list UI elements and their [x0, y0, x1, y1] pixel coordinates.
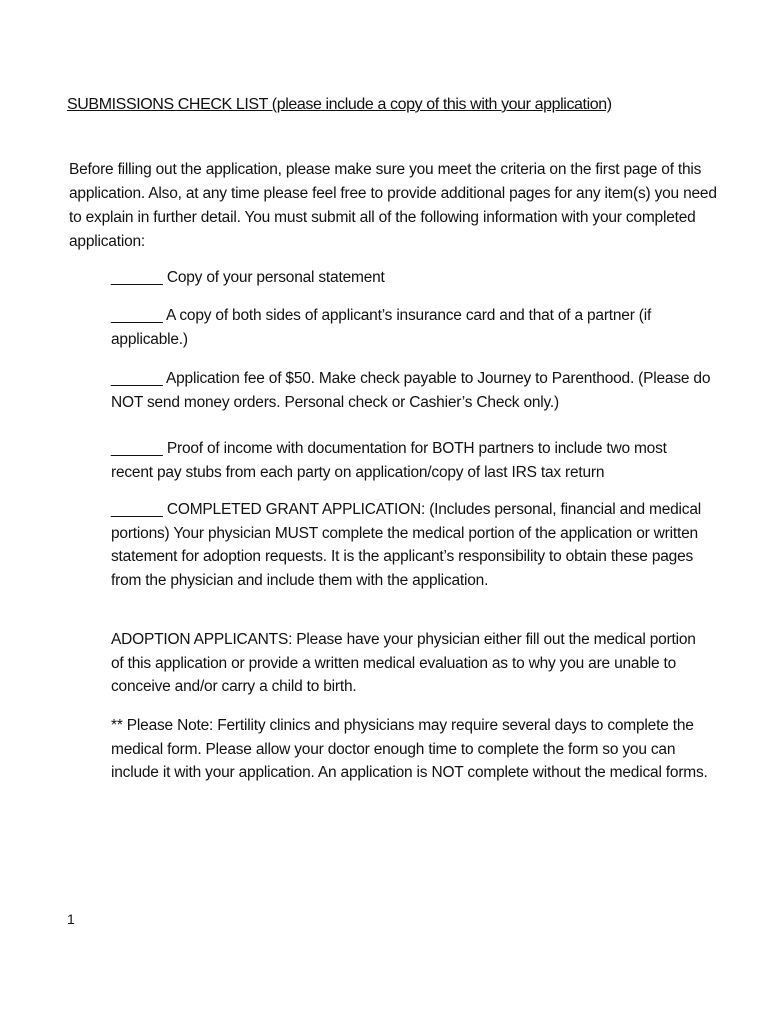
checkbox-blank-line[interactable]: ______ [111, 269, 163, 286]
checklist-item-text: Application fee of $50. Make check payable to Journey to Parenthood. (Please do NOT send money orders. Personal check or Cashier’s Check only.) [111, 370, 711, 411]
adoption-applicants-note: ADOPTION APPLICANTS: Please have your physician either fill out the medical portion of this application or provide a written medical evaluation as to why you are unable to conceive and/or carry a child to birth. [111, 631, 696, 695]
checklist-item-insurance-card [111, 304, 711, 351]
checkbox-blank-line[interactable]: ______ [111, 501, 163, 518]
checklist-title: SUBMISSIONS CHECK LIST (please include a copy of this with your application) [67, 96, 612, 113]
intro-paragraph: Before filling out the application, please make sure you meet the criteria on the first page of this application. Also, at any time please feel free to provide additional pages for any item(s) you need to explain in further detail. You must submit all of the following information with your completed application: [69, 161, 717, 250]
checklist-item-text: A copy of both sides of applicant’s insurance card and that of a partner (if applicable.) [111, 307, 652, 348]
checklist-item-personal-statement [111, 266, 711, 290]
checkbox-blank-line[interactable]: ______ [111, 440, 163, 457]
checklist-item-text: COMPLETED GRANT APPLICATION: (Includes personal, financial and medical portions) Your physician MUST complete the medical portion of the application or written statement for adoption requests. It is the applicant’s responsibility to obtain these pages from the physician and include them with the application. [111, 501, 702, 589]
checklist-item-grant-application [111, 498, 711, 592]
checkbox-blank-line[interactable]: ______ [111, 370, 163, 387]
please-note-paragraph: ** Please Note: Fertility clinics and physicians may require several days to complete the medical form. Please allow your doctor enough time to complete the form so you can include it with your application. An application is NOT complete without the medical forms. [111, 717, 708, 781]
page-number: 1 [67, 911, 75, 927]
checklist-item-proof-of-income [111, 437, 711, 484]
checklist-item-text: Copy of your personal statement [162, 269, 385, 286]
checkbox-blank-line[interactable]: ______ [111, 307, 163, 324]
checklist-item-text: Proof of income with documentation for BOTH partners to include two most recent pay stubs from each party on application/copy of last IRS tax return [111, 440, 667, 481]
checklist-item-application-fee [111, 367, 711, 414]
